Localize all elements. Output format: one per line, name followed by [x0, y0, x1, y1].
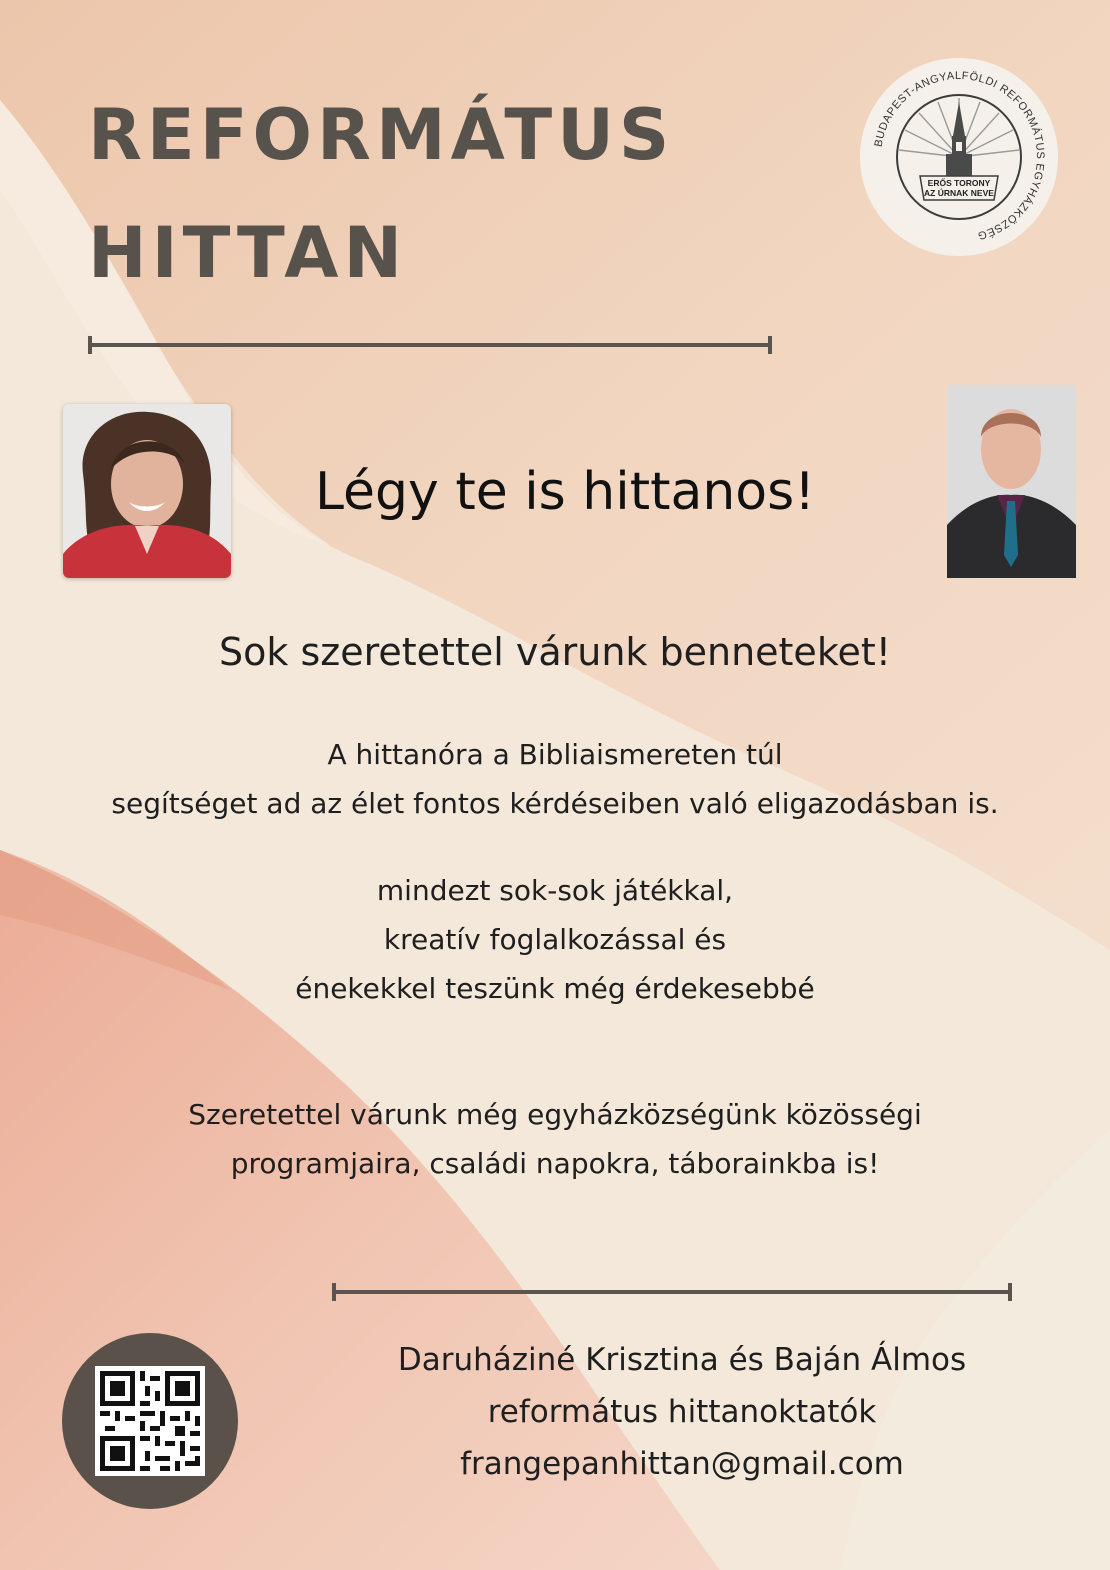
- paragraph-activities: [0, 866, 1110, 1013]
- paragraph-line: Szeretettel várunk még egyházközségünk közösségi: [188, 1098, 922, 1131]
- paragraph-community-programs: [0, 1090, 1110, 1188]
- paragraph-line: A hittanóra a Bibliaismereten túl: [327, 738, 783, 771]
- contact-email[interactable]: frangepanhittan@gmail.com: [460, 1446, 904, 1482]
- church-logo: [860, 58, 1058, 256]
- qr-code-badge[interactable]: [62, 1333, 238, 1509]
- slogan-heading: Légy te is hittanos!: [314, 462, 816, 522]
- bottom-divider: [332, 1290, 1012, 1294]
- teacher-role: református hittanoktatók: [487, 1394, 877, 1430]
- logo-banner-line-2: AZ ÚRNAK NEVE: [924, 188, 994, 198]
- church-tower-icon: [946, 102, 972, 176]
- logo-banner-line-1: ERŐS TORONY: [927, 178, 991, 188]
- contact-block: [372, 1334, 992, 1490]
- paragraph-line: kreatív foglalkozással és: [383, 923, 727, 956]
- teacher-names: Daruháziné Krisztina és Baján Álmos: [397, 1342, 967, 1378]
- paragraph-line: énekekkel teszünk még érdekesebbé: [295, 972, 815, 1005]
- paragraph-line: programjaira, családi napokra, táborainkba is!: [230, 1147, 880, 1180]
- paragraph-line: mindezt sok-sok játékkal,: [376, 874, 734, 907]
- paragraph-bible-knowledge: [0, 730, 1110, 828]
- welcome-text: Sok szeretettel várunk benneteket!: [219, 630, 891, 674]
- paragraph-line: segítséget ad az élet fontos kérdéseiben való eligazodásban is.: [111, 787, 999, 820]
- logo-ring-text: BUDAPEST-ANGYALFÖLDI REFORMÁTUS EGYHÁZKÖZSÉG: [872, 69, 1047, 242]
- top-divider: [88, 343, 772, 347]
- title-line-1: REFORMÁTUS: [88, 94, 675, 176]
- qr-code-icon[interactable]: [95, 1366, 205, 1476]
- title-line-2: HITTAN: [88, 212, 408, 294]
